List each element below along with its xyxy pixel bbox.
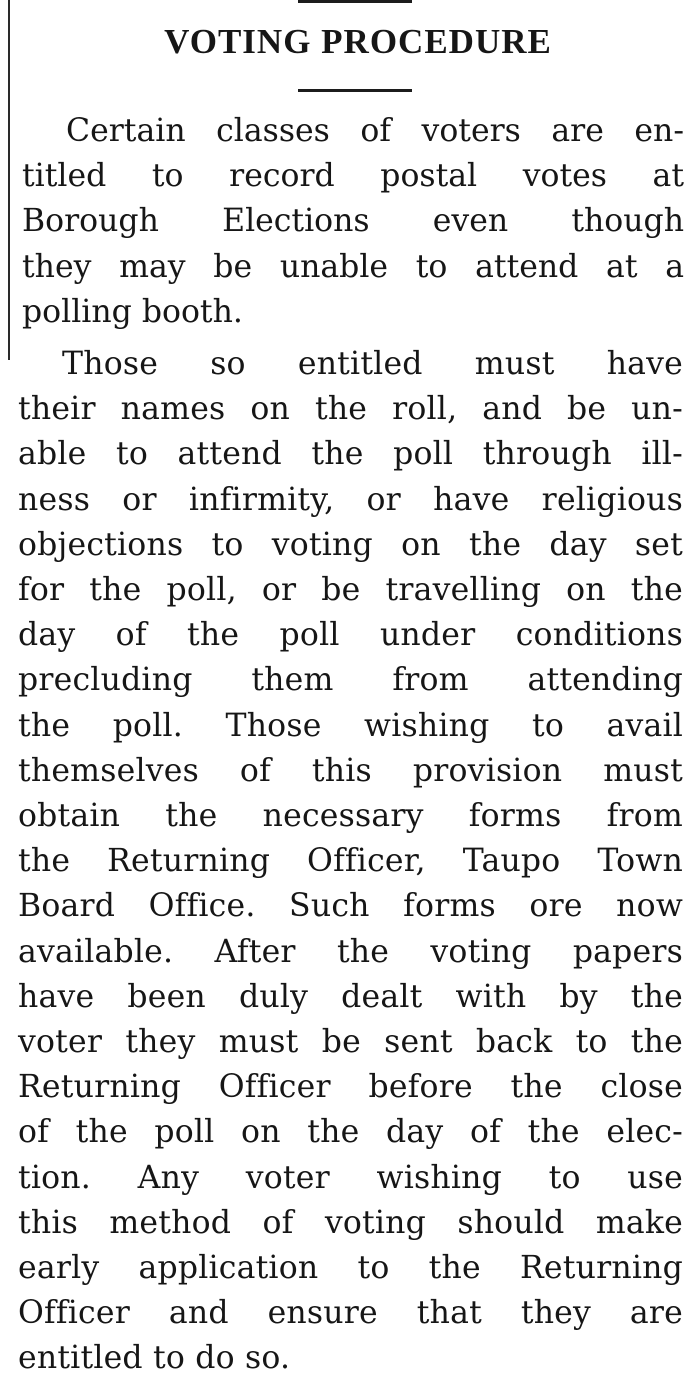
text-line: Borough Elections even though	[22, 203, 684, 240]
text-line: objections to voting on the day set	[18, 526, 683, 563]
text-line: have been duly dealt with by the	[18, 978, 683, 1015]
text-line: titled to record postal votes at	[22, 158, 684, 195]
top-rule	[298, 0, 412, 3]
text-line: early application to the Returning	[18, 1250, 683, 1287]
text-line: obtain the necessary forms from	[18, 798, 683, 835]
headline: VOTING PROCEDURE	[164, 22, 552, 61]
text-line: the Returning Officer, Taupo Town	[18, 843, 683, 880]
text-line: the poll. Those wishing to avail	[18, 707, 683, 744]
text-line: ness or infirmity, or have religious	[18, 481, 683, 518]
text-line: day of the poll under conditions	[18, 617, 683, 654]
text-line: voter they must be sent back to the	[18, 1024, 683, 1061]
text-line: entitled to do so.	[18, 1340, 291, 1377]
text-line: for the poll, or be travelling on the	[18, 572, 683, 609]
text-line: Certain classes of voters are en-	[66, 113, 684, 149]
text-line: themselves of this provision must	[18, 752, 683, 789]
headline-rule	[298, 89, 412, 92]
paragraph-1	[22, 109, 684, 335]
text-line: Those so entitled must have	[62, 346, 683, 382]
text-line: this method of voting should make	[18, 1204, 683, 1241]
paragraph-2	[18, 342, 683, 1382]
text-line: their names on the roll, and be un-	[18, 391, 683, 428]
text-line: they may be unable to attend at a	[22, 248, 684, 285]
text-line: polling booth.	[22, 293, 243, 330]
text-line: Returning Officer before the close	[18, 1069, 683, 1106]
text-line: precluding them from attending	[18, 662, 683, 699]
text-line: Officer and ensure that they are	[18, 1295, 683, 1332]
text-line: tion. Any voter wishing to use	[18, 1159, 683, 1196]
text-line: available. After the voting papers	[18, 933, 683, 970]
text-line: able to attend the poll through ill-	[18, 436, 683, 473]
text-line: of the poll on the day of the elec-	[18, 1114, 683, 1151]
text-line: Board Office. Such forms ore now	[18, 888, 683, 925]
